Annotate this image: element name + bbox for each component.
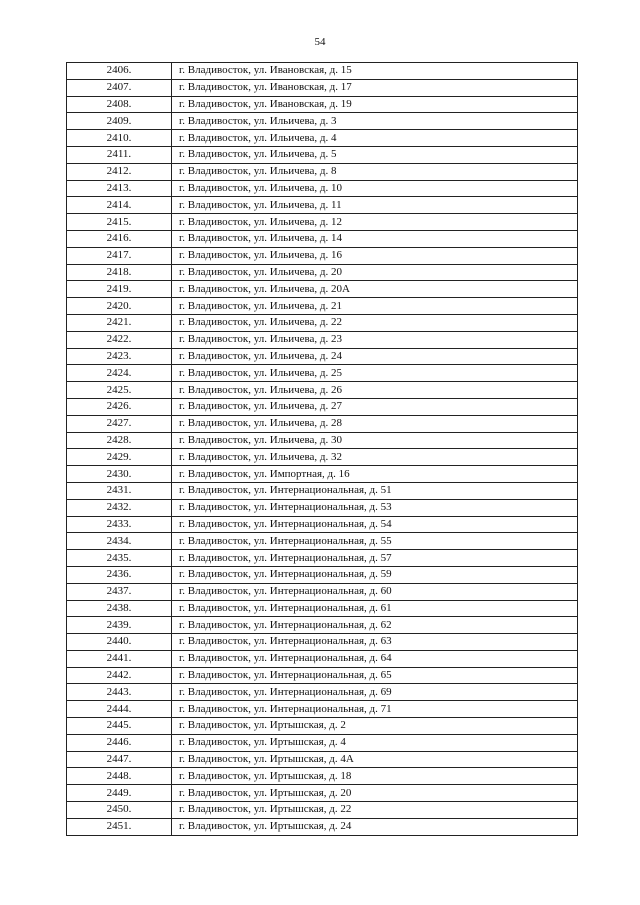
row-number: 2411. [67,146,172,163]
row-number: 2427. [67,415,172,432]
table-row [67,113,578,130]
row-address: г. Владивосток, ул. Ильичева, д. 11 [172,197,578,214]
row-address: г. Владивосток, ул. Иртышская, д. 22 [172,802,578,819]
table-row [67,96,578,113]
table-row [67,449,578,466]
row-number: 2421. [67,314,172,331]
row-number: 2444. [67,701,172,718]
row-address: г. Владивосток, ул. Ивановская, д. 19 [172,96,578,113]
row-number: 2449. [67,785,172,802]
row-address: г. Владивосток, ул. Интернациональная, д. 64 [172,650,578,667]
row-number: 2446. [67,734,172,751]
row-number: 2416. [67,230,172,247]
row-address: г. Владивосток, ул. Интернациональная, д. 59 [172,566,578,583]
row-address: г. Владивосток, ул. Ильичева, д. 3 [172,113,578,130]
table-row [67,600,578,617]
row-address: г. Владивосток, ул. Ильичева, д. 23 [172,331,578,348]
row-number: 2450. [67,802,172,819]
table-row [67,634,578,651]
table-row [67,180,578,197]
row-number: 2418. [67,264,172,281]
table-row [67,499,578,516]
row-number: 2432. [67,499,172,516]
table-row [67,701,578,718]
row-address: г. Владивосток, ул. Ивановская, д. 15 [172,63,578,80]
row-number: 2406. [67,63,172,80]
table-row [67,79,578,96]
table-row [67,298,578,315]
row-address: г. Владивосток, ул. Иртышская, д. 24 [172,818,578,835]
table-row [67,331,578,348]
table-row [67,146,578,163]
table-row [67,533,578,550]
table-row [67,650,578,667]
row-address: г. Владивосток, ул. Ивановская, д. 17 [172,79,578,96]
row-number: 2440. [67,634,172,651]
table-row [67,566,578,583]
row-address: г. Владивосток, ул. Интернациональная, д. 53 [172,499,578,516]
row-number: 2412. [67,163,172,180]
row-address: г. Владивосток, ул. Ильичева, д. 30 [172,432,578,449]
row-address: г. Владивосток, ул. Ильичева, д. 5 [172,146,578,163]
row-number: 2435. [67,550,172,567]
table-row [67,583,578,600]
row-address: г. Владивосток, ул. Ильичева, д. 20А [172,281,578,298]
row-address: г. Владивосток, ул. Ильичева, д. 20 [172,264,578,281]
table-row [67,281,578,298]
table-row [67,163,578,180]
row-number: 2443. [67,684,172,701]
row-number: 2445. [67,718,172,735]
row-address: г. Владивосток, ул. Иртышская, д. 2 [172,718,578,735]
row-number: 2426. [67,398,172,415]
table-row [67,365,578,382]
row-address: г. Владивосток, ул. Ильичева, д. 8 [172,163,578,180]
row-number: 2407. [67,79,172,96]
row-number: 2425. [67,382,172,399]
row-address: г. Владивосток, ул. Интернациональная, д. 62 [172,617,578,634]
row-number: 2423. [67,348,172,365]
row-address: г. Владивосток, ул. Ильичева, д. 4 [172,130,578,147]
table-row [67,667,578,684]
row-number: 2420. [67,298,172,315]
row-number: 2419. [67,281,172,298]
row-number: 2437. [67,583,172,600]
row-number: 2417. [67,247,172,264]
page-number: 54 [314,36,326,48]
row-address: г. Владивосток, ул. Ильичева, д. 28 [172,415,578,432]
row-address: г. Владивосток, ул. Ильичева, д. 25 [172,365,578,382]
row-address: г. Владивосток, ул. Интернациональная, д. 63 [172,634,578,651]
table-row [67,230,578,247]
row-number: 2436. [67,566,172,583]
table-row [67,415,578,432]
row-number: 2431. [67,482,172,499]
table-row [67,617,578,634]
table-row [67,264,578,281]
table-row [67,466,578,483]
row-address: г. Владивосток, ул. Интернациональная, д. 55 [172,533,578,550]
row-address: г. Владивосток, ул. Ильичева, д. 24 [172,348,578,365]
row-number: 2439. [67,617,172,634]
table-row [67,818,578,835]
table-row [67,197,578,214]
row-address: г. Владивосток, ул. Ильичева, д. 21 [172,298,578,315]
table-row [67,432,578,449]
row-number: 2442. [67,667,172,684]
row-address: г. Владивосток, ул. Ильичева, д. 12 [172,214,578,231]
table-row [67,247,578,264]
row-address: г. Владивосток, ул. Импортная, д. 16 [172,466,578,483]
row-number: 2429. [67,449,172,466]
row-number: 2424. [67,365,172,382]
row-number: 2438. [67,600,172,617]
row-address: г. Владивосток, ул. Ильичева, д. 26 [172,382,578,399]
row-number: 2434. [67,533,172,550]
row-number: 2447. [67,751,172,768]
row-address: г. Владивосток, ул. Интернациональная, д. 69 [172,684,578,701]
table-row [67,63,578,80]
table-row [67,802,578,819]
row-number: 2422. [67,331,172,348]
row-number: 2441. [67,650,172,667]
table-row [67,734,578,751]
table-row [67,382,578,399]
table-row [67,482,578,499]
address-table [66,62,578,836]
table-row [67,348,578,365]
row-address: г. Владивосток, ул. Интернациональная, д. 57 [172,550,578,567]
row-address: г. Владивосток, ул. Иртышская, д. 4 [172,734,578,751]
row-number: 2428. [67,432,172,449]
row-address: г. Владивосток, ул. Иртышская, д. 4А [172,751,578,768]
table-row [67,718,578,735]
row-address: г. Владивосток, ул. Ильичева, д. 22 [172,314,578,331]
table-row [67,684,578,701]
row-address: г. Владивосток, ул. Интернациональная, д. 61 [172,600,578,617]
row-address: г. Владивосток, ул. Ильичева, д. 16 [172,247,578,264]
row-address: г. Владивосток, ул. Интернациональная, д. 65 [172,667,578,684]
row-address: г. Владивосток, ул. Интернациональная, д. 71 [172,701,578,718]
row-number: 2430. [67,466,172,483]
row-number: 2433. [67,516,172,533]
table-row [67,398,578,415]
table-row [67,751,578,768]
row-number: 2410. [67,130,172,147]
row-number: 2414. [67,197,172,214]
row-address: г. Владивосток, ул. Интернациональная, д. 54 [172,516,578,533]
row-number: 2415. [67,214,172,231]
table-row [67,130,578,147]
address-table-body [67,63,578,836]
row-address: г. Владивосток, ул. Ильичева, д. 32 [172,449,578,466]
row-number: 2413. [67,180,172,197]
table-row [67,314,578,331]
row-address: г. Владивосток, ул. Ильичева, д. 14 [172,230,578,247]
row-number: 2448. [67,768,172,785]
row-number: 2451. [67,818,172,835]
row-address: г. Владивосток, ул. Интернациональная, д. 51 [172,482,578,499]
row-address: г. Владивосток, ул. Иртышская, д. 18 [172,768,578,785]
row-address: г. Владивосток, ул. Ильичева, д. 10 [172,180,578,197]
row-address: г. Владивосток, ул. Ильичева, д. 27 [172,398,578,415]
row-address: г. Владивосток, ул. Интернациональная, д. 60 [172,583,578,600]
table-row [67,550,578,567]
table-row [67,768,578,785]
table-row [67,785,578,802]
row-address: г. Владивосток, ул. Иртышская, д. 20 [172,785,578,802]
row-number: 2408. [67,96,172,113]
row-number: 2409. [67,113,172,130]
table-row [67,214,578,231]
table-row [67,516,578,533]
